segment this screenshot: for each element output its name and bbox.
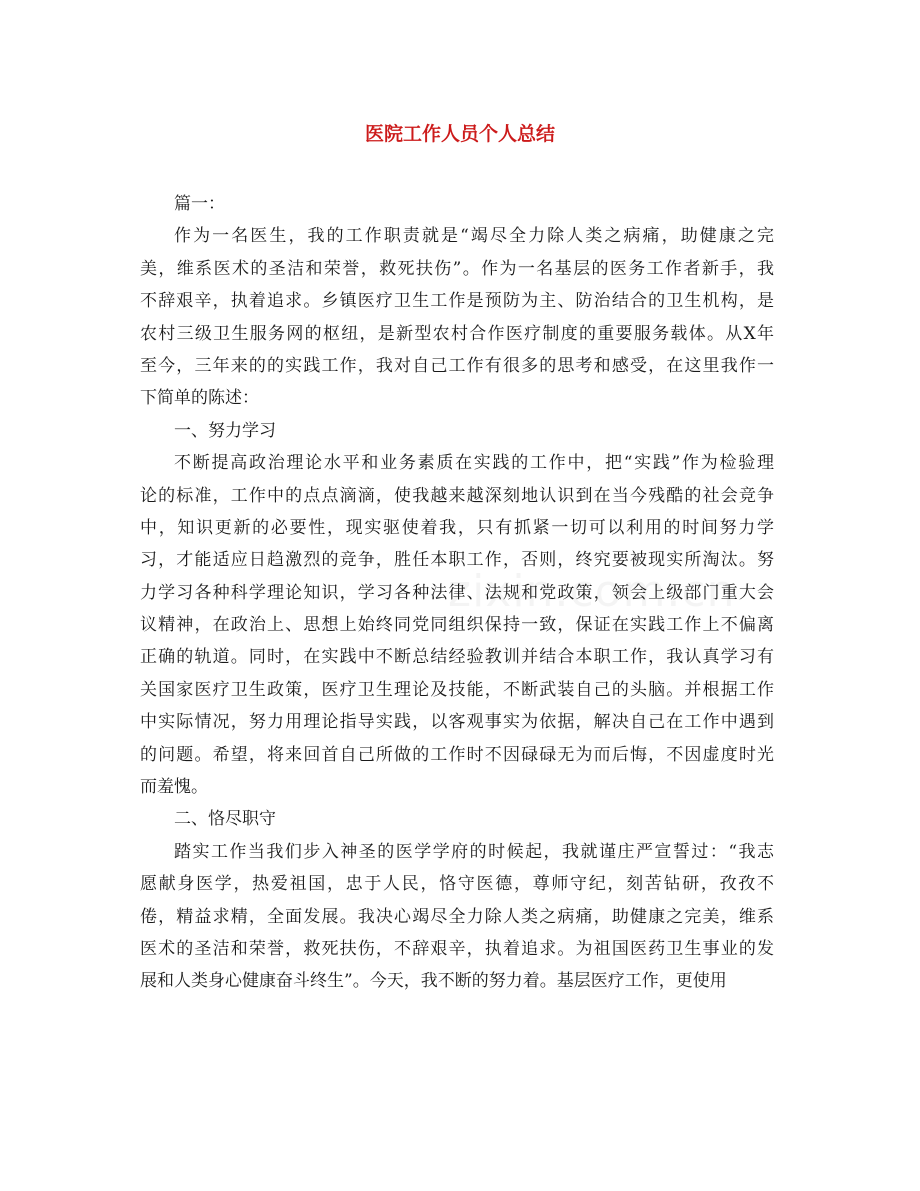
text-line: 习，才能适应日趋激烈的竞争，胜任本职工作，否则，终究要被现实所淘汰。努 — [140, 550, 774, 571]
text-line: 展和人类身心健康奋斗终生”。今天，我不断的努力着。基层医疗工作，更使用 — [140, 971, 727, 992]
paragraph-section-label — [140, 188, 774, 220]
text-line: 议精神，在政治上、思想上始终同党同组织保持一致，保证在实践工作上不偏离 — [140, 615, 774, 636]
text-line: 而羞愧。 — [140, 777, 208, 798]
text-line: 二、恪尽职守 — [174, 809, 276, 830]
text-line: 力学习各种科学理论知识，学习各种法律、法规和党政策，领会上级部门重大会 — [140, 582, 774, 603]
text-line: 下简单的陈述： — [140, 388, 259, 409]
text-line: 踏实工作当我们步入神圣的医学学府的时候起，我就谨庄严宣誓过：“我志 — [174, 841, 774, 862]
text-line: 中，知识更新的必要性，现实驱使着我，只有抓紧一切可以利用的时间努力学 — [140, 517, 774, 538]
text-line: 作为一名医生，我的工作职责就是“竭尽全力除人类之病痛，助健康之完 — [174, 226, 774, 247]
paragraph-duty — [140, 836, 774, 998]
heading-duty — [140, 803, 774, 835]
text-line: 中实际情况，努力用理论指导实践，以客观事实为依据，解决自己在工作中遇到 — [140, 712, 774, 733]
text-line: 正确的轨道。同时，在实践中不断总结经验教训并结合本职工作，我认真学习有 — [140, 647, 774, 668]
paragraph-intro — [140, 220, 774, 414]
text-line: 不断提高政治理论水平和业务素质在实践的工作中，把“实践”作为检验理 — [174, 453, 774, 474]
text-line: 愿献身医学，热爱祖国，忠于人民，恪守医德，尊师守纪，刻苦钻研，孜孜不 — [140, 874, 774, 895]
heading-study — [140, 415, 774, 447]
text-line: 医术的圣洁和荣誉，救死扶伤，不辞艰辛，执着追求。为祖国医药卫生事业的发 — [140, 938, 774, 959]
text-line: 篇一： — [174, 194, 225, 214]
text-line: 倦，精益求精，全面发展。我决心竭尽全力除人类之病痛，助健康之完美，维系 — [140, 906, 774, 927]
text-line: 一、努力学习 — [174, 420, 276, 441]
document-body — [140, 188, 774, 998]
document-title: 医院工作人员个人总结 — [364, 123, 555, 145]
text-line: 农村三级卫生服务网的枢纽，是新型农村合作医疗制度的重要服务载体。从X年 — [140, 323, 774, 344]
text-line: 关国家医疗卫生政策，医疗卫生理论及技能，不断武装自己的头脑。并根据工作 — [140, 679, 774, 700]
text-line: 美，维系医术的圣洁和荣誉，救死扶伤”。作为一名基层的医务工作者新手，我 — [140, 258, 774, 279]
text-line: 不辞艰辛，执着追求。乡镇医疗卫生工作是预防为主、防治结合的卫生机构，是 — [140, 291, 774, 312]
paragraph-study — [140, 447, 774, 803]
text-line: 至今，三年来的的实践工作，我对自己工作有很多的思考和感受，在这里我作一 — [140, 355, 774, 376]
text-line: 的问题。希望，将来回首自己所做的工作时不因碌碌无为而后悔，不因虚度时光 — [140, 744, 774, 765]
text-line: 论的标准，工作中的点点滴滴，使我越来越深刻地认识到在当今残酷的社会竞争 — [140, 485, 774, 506]
